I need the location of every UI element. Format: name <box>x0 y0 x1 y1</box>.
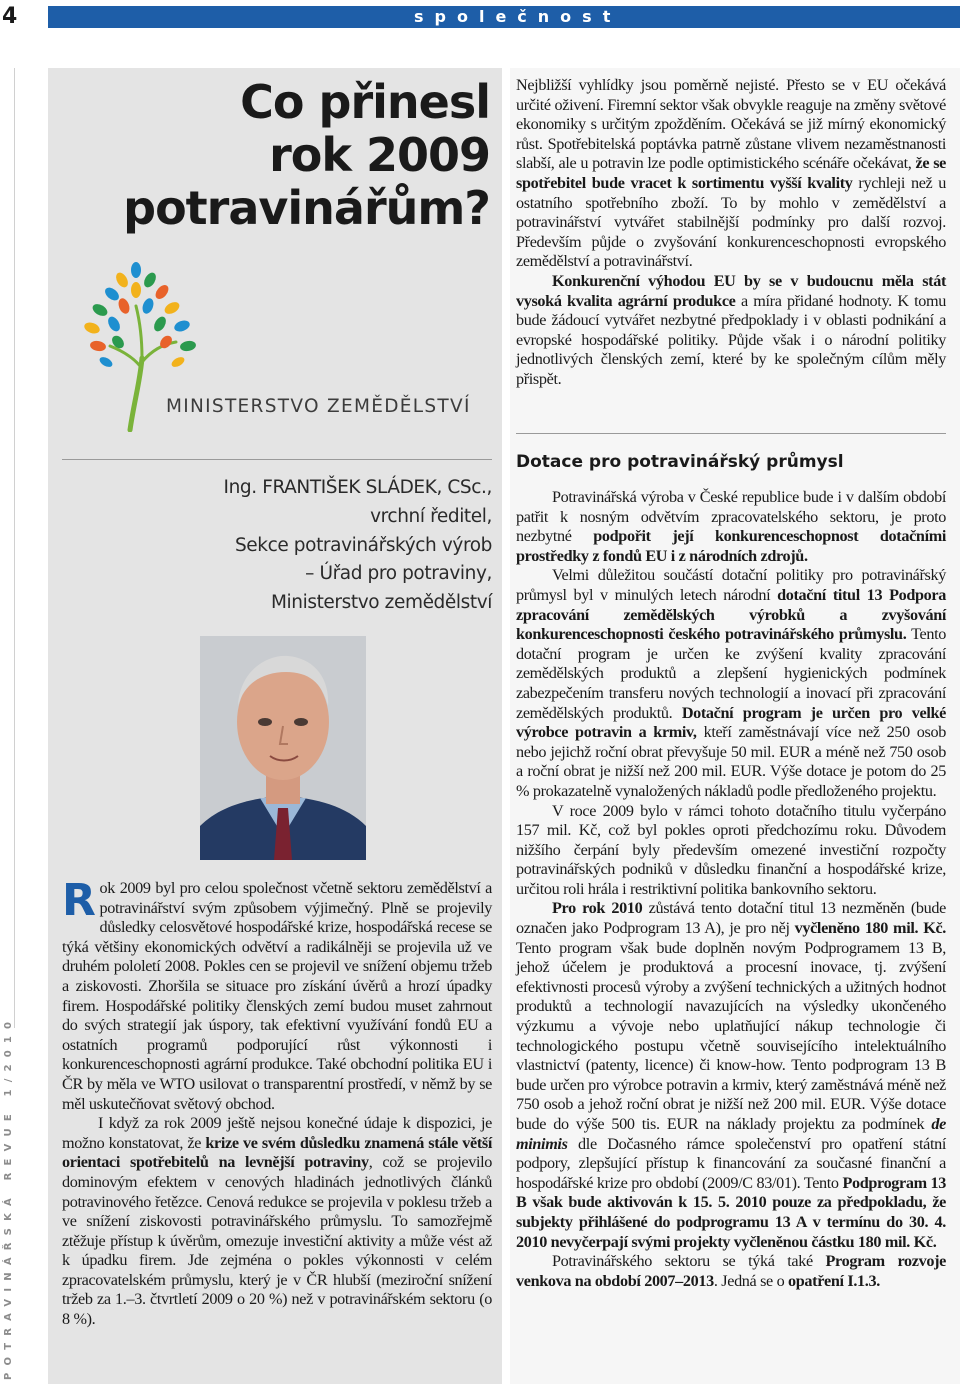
title-line-3: potravinářům? <box>123 181 490 235</box>
subsidy-paragraph-4: Pro rok 2010 zůstává tento dotační titul 13 nezměněn (bude označen jako Podprogram 13 A), je pro něj vyčleněno 180 mil. Kč. Tento program však bude doplněn novým Podprogramem 13 B, jehož účelem je produktová a procesní inovace, tj. zvýšení efektivnosti procesů výroby a zvýšení technických a užitných hodnot produktů a technologií navazujících na výsledky ukončeného výzkumu a vývoje nebo uplatňující nákup technologie či technologického postupu včetně souvisejícího intelektuálního vlastnictví (patenty, licence) či know-how. Tento podprogram 13 B bude určen pro výrobce potravin a krmiv, který zaměstnává méně než 750 osob a jehož roční obrat je nižší než 200 mil. EUR. Výše dotace bude do výše 500 tis. EUR na náklady projektu za podmínek de minimis dle Dočasného rámce společenství pro opatření státní podpory, zlepšující přístup k financování za současné finanční a hospodářské krize pro období (2009/C 83/01). Tento Podprogram 13 B však bude aktivován k 15. 5. 2010 pouze za předpokladu, že subjekty přihlášené do podprogramu 13 A v termínu do 30. 4. 2010 nevyčerpají svými projekty vyčleněnou částku 180 mil. Kč. <box>516 899 947 1251</box>
left-column-text <box>62 875 493 1330</box>
author-ministry: Ministerstvo zemědělství <box>270 592 492 614</box>
drop-cap: R <box>62 875 96 926</box>
magazine-side-label: POTRAVINÁŘSKÁ REVUE 1/2010 <box>3 1014 14 1380</box>
intro-paragraph: Rok 2009 byl pro celou společnost včetně sektoru zemědělství a potravinářství svým způsobem výjimečný. Plně se projevily důsledky celosvětové hospodářské krize, hospodářská recese se týká většiny ekonomických odvětví a radikálněji se projevila už ve druhém pololetí 2008. Pokles cen se projevil ve snížení objemu tržeb a ziskovosti. Zhoršila se situace pro získání úvěrů a hrozí úpadky firem. Hospodářské politiky členských zemí budou muset zahrnout do svých strategií jak úspory, tak efektivní využívání fondů EU a ostatních programů podporující růst výkonnosti i konkurenceschopnosti agrární produkce. Také obchodní politika EU i ČR by měla ve WTO usilovat o transparentní prostředí, v němž by se měl uskutečňovat světový obchod. <box>62 875 492 1113</box>
right-column-bottom-text <box>516 488 946 1291</box>
left-paragraph-2: I když za rok 2009 ještě nejsou konečné údaje k dispozici, je možno konstatovat, že krize ve svém důsledku znamená stále větší orientaci spotřebitelů na levnější potraviny, což se projevilo dominovým efektem v cenových hladinách jednotlivých článků potravinového řetězce. Cenová redukce se projevila v poklesu tržeb a ve snížení ziskovosti potravinářského průmyslu. To samozřejmě ztěžuje přístup k úvěrům, omezuje investiční aktivity a může vést až k úpadku firem. Jde zejména o pokles výkonnosti v celém zpracovatelském průmyslu, který je v ČR hlubší (meziroční snížení tržeb za 1.–3. čtvrtletí 2009 o 20 %) než v potravinářském sektoru (o 8 %). <box>62 1114 493 1329</box>
divider-right <box>516 433 946 434</box>
right-column-top-text <box>516 76 946 390</box>
tree-leaves-icon <box>84 262 197 369</box>
subsidy-paragraph-1: Potravinářská výroba v České republice bude i v dalším období patřit k nosným odvětvím zpracovatelského sektoru, je proto nezbytné podpořit její konkurenceschopnost dotačními prostředky z fondů EU i z národních zdrojů. <box>516 488 946 565</box>
author-portrait <box>200 636 366 860</box>
right-paragraph-2: Konkurenční výhodou EU by se v budoucnu měla stát vysoká kvalita agrární produkce a míra přidané hodnoty. K tomu bude žádoucí vytvářet nezbytné předpoklady i v oblasti podnikání a evropské hospodářské politiky. Půjde však i o národní politiky jednotlivých členských zemí, které by ke společným cílům měly přispět. <box>516 271 947 388</box>
author-block <box>200 474 492 618</box>
author-office: – Úřad pro potraviny, <box>305 563 492 585</box>
right-paragraph-1: Nejbližší vyhlídky jsou poměrně nejisté. Přesto se v EU očekává určité oživení. Firemní sektor však obvykle reaguje na změny světové ekonomiky s určitým zpožděním. Očekává se již mírný ekonomický růst. Spotřebitelská poptávka patrně zůstane vlivem nezaměstnanosti slabší, ale u potravin lze podle optimistického scénáře očekávat, že se spotřebitel bude vracet k sortimentu vyšší kvality rychleji než u ostatního spotřebního zboží. To by mohlo v zemědělství a potravinářství vytvářet stabilnější podmínky pro další rozvoj. Především půjde o zvyšování konkurenceschopnosti evropského zemědělství a potravinářství. <box>516 76 946 271</box>
subsidy-paragraph-3: V roce 2009 bylo v rámci tohoto dotačního titulu vyčerpáno 157 mil. Kč, což byl pokles oproti předchozímu roku. Důvodem nižšího čerpání byly především omezené investiční rozpočty potravinářských podniků v důsledku finanční a hospodářské krize, určitou roli hrála i restriktivní politika bankovního sektoru. <box>516 801 946 898</box>
title-line-1: Co přinesl <box>240 75 490 129</box>
section-heading: Dotace pro potravinářský průmysl <box>516 452 844 472</box>
ministry-logo-text: MINISTERSTVO ZEMĚDĚLSTVÍ <box>166 396 471 417</box>
side-rule <box>14 68 15 1028</box>
author-name: Ing. FRANTIŠEK SLÁDEK, CSc., <box>223 477 492 498</box>
author-role: vrchní ředitel, <box>370 505 492 527</box>
section-label: společnost <box>414 7 622 26</box>
author-section: Sekce potravinářských výrob <box>234 534 492 556</box>
article-title <box>50 76 490 235</box>
subsidy-paragraph-2: Velmi důležitou součástí dotační politiky pro potravinářský průmysl byl v minulých letech národní dotační titul 13 Podpora zpracování zemědělských výrobků a zvyšování konkurenceschopnosti českého potravinářského průmyslu. Tento dotační program je určen ke zvýšení kvality zpracování zemědělských produktů a zlepšení hygienických podmínek zabezpečením transferu nových technologií a inovací při zpracování zemědělských produktů. Dotační program je určen pro velké výrobce potravin a krmiv, kteří zaměstnávají více než 250 osob nebo jejichž roční obrat převyšuje 50 mil. EUR a méně než 750 osob a roční obrat je nižší než 200 mil. EUR. Výše dotace je potom do 25 % prokazatelně vynaložených nákladů podle předloženého projektu. <box>516 566 947 800</box>
subsidy-paragraph-5: Potravinářského sektoru se týká také Program rozvoje venkova na období 2007–2013. Jedná se o opatření I.1.3. <box>516 1252 946 1290</box>
title-line-2: rok 2009 <box>269 128 490 182</box>
page-number: 4 <box>2 3 18 29</box>
divider-left <box>62 459 492 460</box>
